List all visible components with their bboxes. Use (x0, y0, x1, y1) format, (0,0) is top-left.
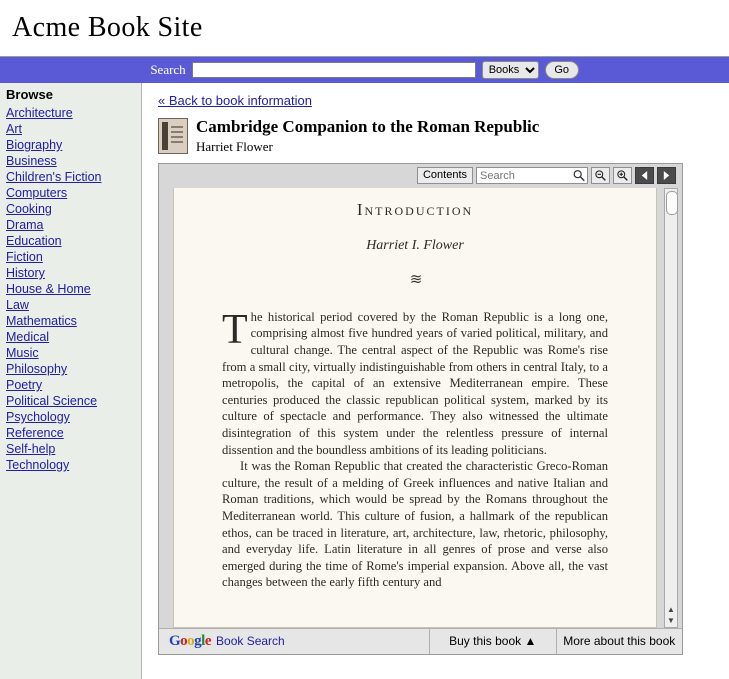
search-scope-select[interactable] (482, 61, 539, 79)
book-viewer (158, 163, 683, 655)
brand-letter-l: l (201, 632, 205, 649)
book-page-content (174, 188, 656, 591)
book-author: Harriet Flower (196, 138, 273, 154)
book-header (158, 118, 729, 155)
sidebar-item-business[interactable]: Business (6, 154, 57, 168)
sidebar-item-mathematics[interactable]: Mathematics (6, 314, 77, 328)
list-item (6, 217, 141, 233)
list-item (6, 313, 141, 329)
list-item (6, 121, 141, 137)
list-item (6, 265, 141, 281)
list-item (6, 201, 141, 217)
viewer-search-input[interactable] (476, 167, 588, 184)
zoom-out-icon (594, 169, 607, 182)
search-go-button[interactable]: Go (545, 61, 579, 79)
page-heading: Introduction (356, 199, 474, 219)
sidebar-item-architecture[interactable]: Architecture (6, 106, 73, 120)
viewer-toolbar (159, 164, 682, 188)
book-page (173, 188, 657, 628)
sidebar-title: Browse (6, 87, 53, 102)
list-item (6, 233, 141, 249)
buy-this-book-button[interactable]: Buy this book ▲ (449, 634, 537, 649)
brand-logo (169, 633, 211, 650)
previous-page-button[interactable] (635, 167, 654, 184)
list-item (6, 425, 141, 441)
book-search-label[interactable]: Book Search (216, 633, 285, 648)
ornament-icon: ≋ (409, 271, 421, 288)
dropcap: T (222, 306, 248, 353)
page-body (0, 83, 729, 679)
brand-letter-g1: G (169, 632, 181, 649)
previous-page-icon (640, 170, 649, 181)
list-item (6, 297, 141, 313)
sidebar-item-computers[interactable]: Computers (6, 186, 68, 200)
list-item (6, 409, 141, 425)
list-item (6, 345, 141, 361)
search-input[interactable] (192, 62, 476, 78)
book-meta (196, 118, 539, 155)
sidebar-item-music[interactable]: Music (6, 346, 39, 360)
page-paragraph-1 (222, 306, 608, 458)
next-page-icon (662, 170, 671, 181)
sidebar-item-technology[interactable]: Technology (6, 458, 70, 472)
list-item (6, 281, 141, 297)
brand-letter-e: e (204, 632, 212, 649)
sidebar-item-childrens-fiction[interactable]: Children's Fiction (6, 170, 102, 184)
list-item (6, 441, 141, 457)
zoom-in-icon (616, 169, 629, 182)
sidebar-item-self-help[interactable]: Self-help (6, 442, 56, 456)
sidebar-item-political-science[interactable]: Political Science (6, 394, 98, 408)
sidebar-item-art[interactable]: Art (6, 122, 22, 136)
sidebar-item-drama[interactable]: Drama (6, 218, 44, 232)
list-item (6, 169, 141, 185)
sidebar-item-education[interactable]: Education (6, 234, 62, 248)
list-item (6, 249, 141, 265)
book-cover-thumbnail-icon (158, 118, 188, 154)
list-item (6, 105, 141, 121)
page-paragraph-1-text: he historical period covered by the Roman Republic is a long one, comprising almost five hundred years of varied political, military, and cultural change. The central aspect of the Republic was Rome's rise from a small city, virtually indistinguishable from others in central Italy, to a metropolis, the capital of an extensive Mediterranean empire. These centuries produced the classic republican political system, marked by its culture of spectacle and performance. They also witnessed the ultimate disintegration of this system under the relentless pressure of internal dissention and the boundless ambitions of its leading politicians. (222, 309, 608, 457)
sidebar-item-philosophy[interactable]: Philosophy (6, 362, 68, 376)
viewer-stage (159, 188, 682, 628)
sidebar-item-fiction[interactable]: Fiction (6, 250, 43, 264)
sidebar-item-law[interactable]: Law (6, 298, 29, 312)
page-paragraph-2: It was the Roman Republic that created the characteristic Greco-Roman culture, the result of a melding of Greek influences and native Italian and Roman traditions, which would be spread by the Romans throughout the Mediterranean world. This culture of fusion, a hallmark of the republican ethos, can be traced in literature, art, architecture, law, rhetoric, philosophy, and everyday life. Latin literature in all genres of prose and verse also emerged during the time of Rome's imperial expansion. Above all, the vast changes between the early fifth century and (222, 459, 608, 590)
zoom-out-button[interactable] (591, 167, 610, 184)
more-about-this-book-button[interactable]: More about this book (563, 634, 676, 649)
sidebar-item-poetry[interactable]: Poetry (6, 378, 43, 392)
book-search-brand[interactable] (159, 633, 429, 650)
zoom-in-button[interactable] (613, 167, 632, 184)
list-item (6, 457, 141, 473)
sidebar-item-reference[interactable]: Reference (6, 426, 64, 440)
next-page-button[interactable] (657, 167, 676, 184)
scroll-down-icon[interactable]: ▼ (667, 616, 675, 626)
viewer-search-wrap (476, 167, 588, 184)
search-label: Search (150, 62, 186, 77)
list-item (6, 377, 141, 393)
main-content (142, 83, 729, 679)
scrollbar-thumb[interactable] (666, 191, 678, 215)
search-bar (0, 57, 729, 83)
list-item (6, 393, 141, 409)
sidebar-item-cooking[interactable]: Cooking (6, 202, 52, 216)
sidebar-item-house-and-home[interactable]: House & Home (6, 282, 91, 296)
sidebar-item-history[interactable]: History (6, 266, 45, 280)
brand-letter-o1: o (180, 632, 188, 649)
site-title: Acme Book Site (12, 12, 203, 43)
list-item (6, 361, 141, 377)
list-item (6, 185, 141, 201)
list-item (6, 329, 141, 345)
browse-sidebar (0, 83, 142, 679)
sidebar-list (0, 105, 141, 473)
contents-button[interactable]: Contents (417, 167, 473, 184)
back-to-book-information-link[interactable]: « Back to book information (158, 93, 312, 108)
list-item (6, 137, 141, 153)
page-title: Cambridge Companion to the Roman Republic (196, 117, 540, 136)
brand-letter-o2: o (187, 632, 195, 649)
viewer-scrollbar[interactable] (664, 188, 678, 628)
list-item (6, 153, 141, 169)
scroll-up-icon[interactable]: ▲ (667, 605, 675, 615)
site-header (0, 0, 729, 57)
sidebar-item-medical[interactable]: Medical (6, 330, 50, 344)
viewer-footer (159, 628, 682, 654)
sidebar-item-biography[interactable]: Biography (6, 138, 63, 152)
sidebar-item-psychology[interactable]: Psychology (6, 410, 70, 424)
brand-letter-g2: g (194, 632, 202, 649)
page-author: Harriet I. Flower (366, 237, 464, 253)
